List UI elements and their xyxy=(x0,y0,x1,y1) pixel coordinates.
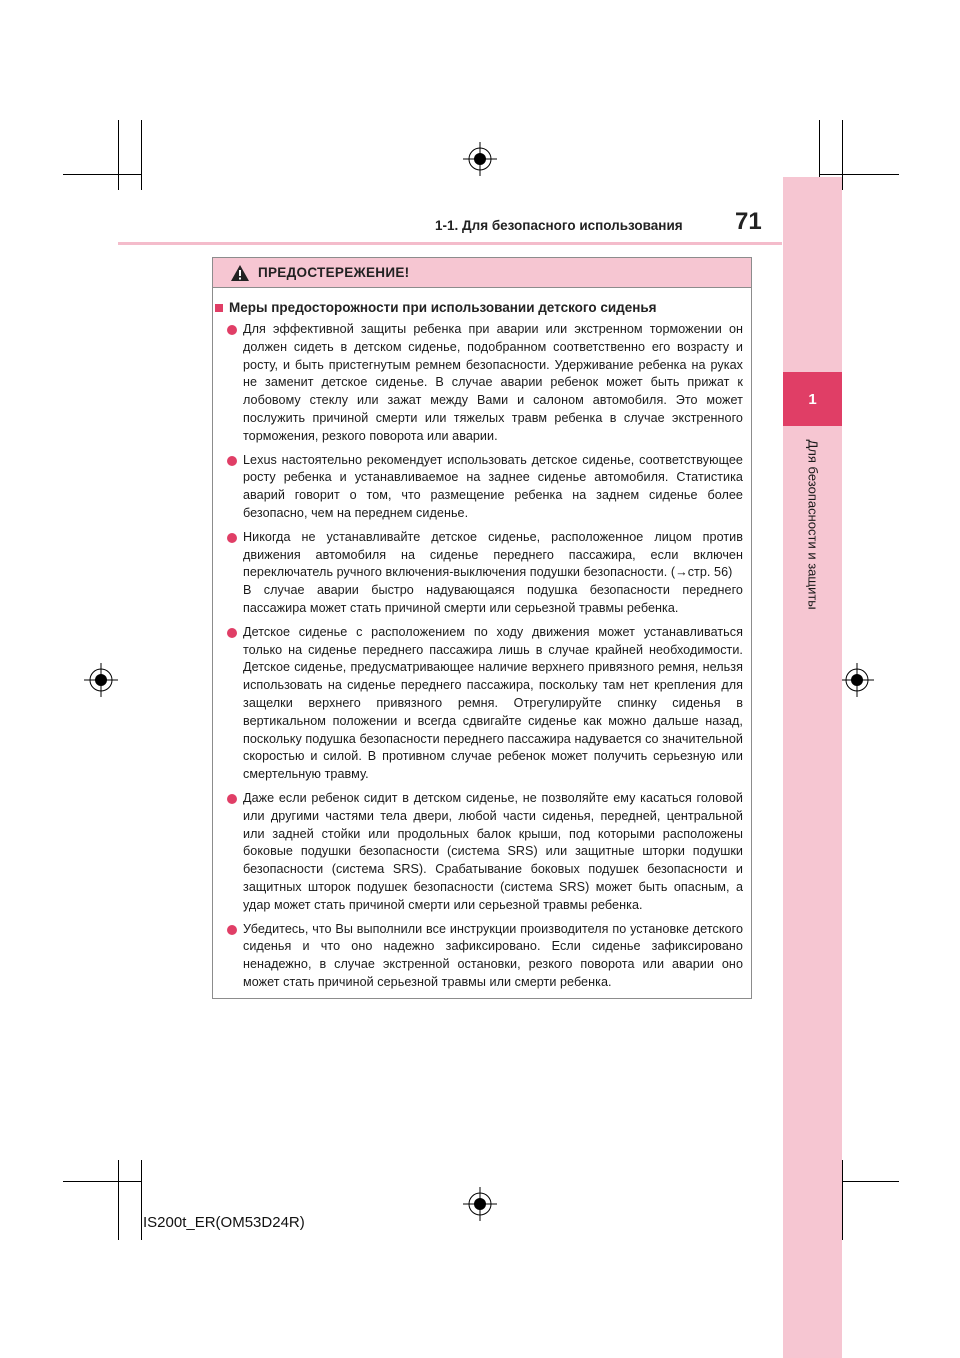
circle-bullet-icon xyxy=(227,325,237,335)
chapter-title-wrap xyxy=(783,440,842,640)
square-bullet-icon xyxy=(215,304,223,312)
warning-title: ПРЕДОСТЕРЕЖЕНИЕ! xyxy=(258,265,410,280)
circle-bullet-icon xyxy=(227,533,237,543)
list-item xyxy=(227,624,743,784)
registration-mark-icon xyxy=(463,1187,497,1221)
item-text: Lexus настоятельно рекомендует использовать детское сиденье, соответствующее росту ребенка и устанавливаемое на заднее сиденье автомобиля. Статистика аварий говорит о том, что размещение ребенка на заднем сиденье более безопасно, чем на переднем сиденье. xyxy=(243,452,743,520)
page-number: 71 xyxy=(735,208,762,235)
item-text: В случае аварии быстро надувающаяся подушка безопасности переднего пассажира может стать причиной смерти или серьезной травмы ребенка. xyxy=(243,583,743,615)
section-heading xyxy=(215,300,657,315)
crop-mark xyxy=(63,174,141,175)
header-divider xyxy=(118,242,782,245)
document-code: IS200t_ER(OM53D24R) xyxy=(143,1214,305,1231)
registration-mark-icon xyxy=(463,142,497,176)
circle-bullet-icon xyxy=(227,456,237,466)
item-text: Для эффективной защиты ребенка при аварии или экстренном торможении он должен сидеть в детском сиденье, подобранном соответственно его возрасту и росту, и быть пристегнутым ремнем безопасности. Удерживание ребенка на руках не заменит детское сиденье. В случае аварии ребенок может быть прижат к лобовому стеклу или зажат между Вами и салоном автомобиля. Это может послужить причиной смерти или тяжелых травм ребенка в случае экстренного торможения, резкого поворота или аварии. xyxy=(243,322,743,443)
crop-mark xyxy=(141,120,142,190)
section-heading-text: Меры предосторожности при использовании детского сиденья xyxy=(229,300,657,315)
list-item xyxy=(227,529,743,618)
item-text: Убедитесь, что Вы выполнили все инструкции производителя по установке детского сиденья и что оно надежно зафиксировано. Если сиденье зафиксировано ненадежно, в случае экстренной остановки, резкого поворота или аварии оно может стать причиной серьезной травмы или смерти ребенка. xyxy=(243,921,743,989)
crop-mark xyxy=(63,1181,141,1182)
item-text: Никогда не устанавливайте детское сиденье, расположенное лицом против движения автомобиля на сиденье переднего пассажира, если включен переключатель ручного включения-выключения подушки безопасности. (→стр. 56) xyxy=(243,529,743,580)
list-item xyxy=(227,921,743,992)
chapter-number: 1 xyxy=(783,372,842,426)
item-text: Даже если ребенок сидит в детском сиденье, не позволяйте ему касаться головой или другими частями тела двери, любой части сиденья, передней, центральной или задней стойки или продольных балок крыши, под которыми расположены боковые подушки безопасности (система SRS) или защитные шторки подушки безопасности (система SRS). Срабатывание боковых подушек безопасности и защитных шторок подушек безопасности (система SRS) может быть опасным, а удар может стать причиной смерти или серьезной травмы ребенка. xyxy=(243,790,743,912)
list-item xyxy=(227,321,743,446)
chapter-title: Для безопасности и защиты xyxy=(805,439,821,610)
circle-bullet-icon xyxy=(227,925,237,935)
circle-bullet-icon xyxy=(227,794,237,804)
crop-mark xyxy=(819,174,899,175)
crop-mark xyxy=(141,1160,142,1240)
registration-mark-icon xyxy=(840,663,874,697)
list-item xyxy=(227,790,743,915)
crop-mark xyxy=(842,1160,843,1240)
circle-bullet-icon xyxy=(227,628,237,638)
crop-mark xyxy=(842,120,843,190)
warning-header xyxy=(213,258,751,288)
warning-list xyxy=(227,321,743,998)
crop-mark xyxy=(118,120,119,190)
warning-triangle-icon xyxy=(230,264,250,282)
item-text: Детское сиденье с расположением по ходу движения может устанавливаться только на сиденье переднего пассажира лишь в случае крайней необходимости. Детское сиденье, предусматривающее наличие верхнего привязного ремня, нельзя использовать на сиденье переднего пассажира, поскольку там нет крепления для защелки верхнего привязного ремня. Отрегулируйте спинку сиденья в вертикальном положении и всегда сдвигайте сиденье как можно дальше назад, поскольку подушка безопасности переднего пассажира надувается со значительной скоростью и силой. В противном случае ребенок может получить серьезную или смертельную травму. xyxy=(243,624,743,782)
list-item xyxy=(227,452,743,523)
registration-mark-icon xyxy=(84,663,118,697)
crop-mark xyxy=(118,1160,119,1240)
running-header: 1-1. Для безопасного использования xyxy=(435,218,683,233)
chapter-tab-strip xyxy=(783,177,842,1358)
